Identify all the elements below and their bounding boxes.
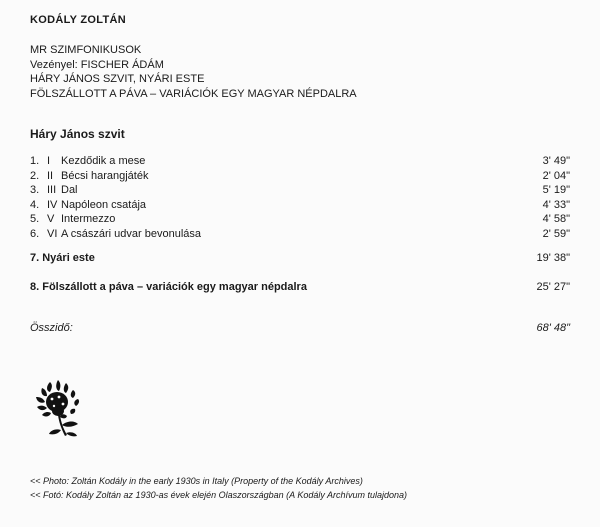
track-roman: II	[47, 169, 54, 182]
track-time: 2' 59"	[542, 227, 570, 240]
variations-line: FÖLSZÁLLOTT A PÁVA – VARIÁCIÓK EGY MAGYAR NÉPDALRA	[30, 87, 357, 100]
track-number: 4.	[30, 198, 40, 211]
orchestra-line: MR SZIMFONIKUSOK	[30, 44, 142, 56]
track-number: 5.	[30, 213, 40, 226]
caption-hungarian: << Fotó: Kodály Zoltán az 1930-as évek elején Olaszországban (A Kodály Archívum tulajdona)	[30, 490, 408, 500]
track-time: 2' 04"	[542, 169, 570, 182]
works-line: HÁRY JÁNOS SZVIT, NYÁRI ESTE	[30, 73, 205, 85]
total-time: 68' 48"	[536, 322, 570, 334]
track-title: Bécsi harangjáték	[61, 169, 149, 182]
track-row	[30, 183, 570, 198]
track-title: Napóleon csatája	[61, 198, 147, 211]
track-roman: III	[47, 184, 57, 197]
track-roman: VI	[47, 227, 58, 240]
track-number: 2.	[30, 169, 40, 182]
track-number: 3.	[30, 184, 40, 197]
folk-flower-ornament-icon	[28, 378, 90, 440]
track-row	[30, 154, 570, 169]
track-time: 3' 49"	[542, 155, 570, 167]
track-7-row	[30, 252, 570, 264]
track-list	[30, 154, 570, 242]
conductor-line: Vezényel: FISCHER ÁDÁM	[30, 58, 164, 71]
track-8-row	[30, 281, 570, 293]
photo-captions	[30, 474, 407, 502]
track-8-time: 25' 27"	[536, 281, 570, 293]
track-roman: V	[47, 213, 55, 226]
track-number: 1.	[30, 155, 40, 167]
track-row	[30, 212, 570, 227]
track-time: 5' 19"	[542, 184, 570, 197]
composer-name: KODÁLY ZOLTÁN	[30, 14, 126, 26]
track-time: 4' 33"	[542, 198, 570, 211]
track-row	[30, 169, 570, 184]
track-title: Kezdődik a mese	[61, 155, 146, 167]
track-time: 4' 58"	[542, 213, 570, 226]
track-roman: IV	[47, 198, 58, 211]
total-duration-row	[30, 322, 570, 334]
track-title: A császári udvar bevonulása	[61, 227, 202, 240]
total-label: Összidő:	[30, 322, 73, 334]
track-row	[30, 227, 570, 242]
track-7-title: 7. Nyári este	[30, 252, 95, 264]
track-8-title: 8. Fölszállott a páva – variációk egy magyar népdalra	[30, 281, 307, 293]
track-roman: I	[47, 155, 51, 167]
track-title: Dal	[61, 184, 78, 197]
track-row	[30, 198, 570, 213]
track-number: 6.	[30, 227, 40, 240]
track-7-time: 19' 38"	[536, 252, 570, 264]
album-info	[30, 43, 357, 101]
track-title: Intermezzo	[61, 213, 116, 226]
suite-title: Háry János szvit	[30, 127, 125, 141]
caption-english: << Photo: Zoltán Kodály in the early 1930s in Italy (Property of the Kodály Archives)	[30, 476, 363, 486]
